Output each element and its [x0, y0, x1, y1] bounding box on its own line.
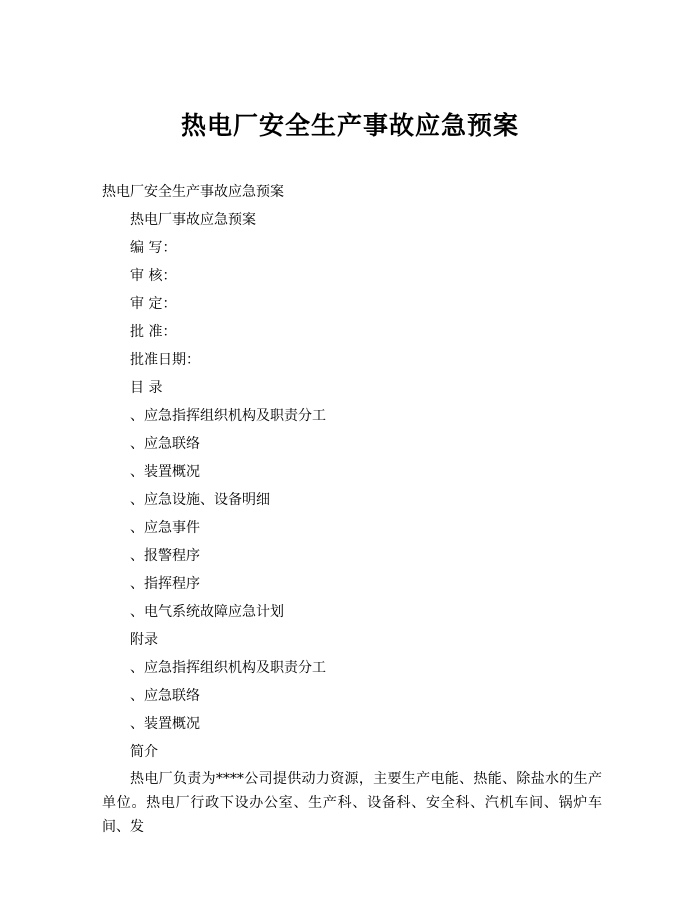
toc-item: 、应急联络: [130, 436, 200, 452]
toc-item: 、应急指挥组织机构及职责分工: [130, 408, 326, 424]
intro-heading: 简介: [130, 744, 158, 760]
document-title: 热电厂安全生产事故应急预案: [180, 111, 519, 140]
subtitle-line: 热电厂安全生产事故应急预案: [102, 184, 284, 200]
appendix-item: 、应急联络: [130, 688, 200, 704]
reviewer-label: 审 核：: [130, 268, 177, 284]
toc-heading: 目 录: [130, 380, 163, 396]
toc-item: 、报警程序: [130, 548, 200, 564]
toc-item: 、应急设施、设备明细: [130, 492, 270, 508]
appendix-heading: 附录: [130, 632, 158, 648]
toc-item: 、指挥程序: [130, 576, 200, 592]
intro-paragraph: 热电厂负责为****公司提供动力资源，主要生产电能、热能、除盐水的生产单位。热电厂行政下设办公室、生产科、设备科、安全科、汽机车间、锅炉车间、发: [102, 771, 602, 835]
author-label: 编 写：: [130, 240, 177, 256]
approval-date-label: 批准日期：: [130, 352, 200, 368]
plan-name-line: 热电厂事故应急预案: [130, 212, 256, 228]
appendix-item: 、应急指挥组织机构及职责分工: [130, 660, 326, 676]
finalizer-label: 审 定：: [130, 296, 177, 312]
toc-item: 、应急事件: [130, 520, 200, 536]
appendix-item: 、装置概况: [130, 716, 200, 732]
approver-label: 批 准：: [130, 324, 177, 340]
toc-item: 、装置概况: [130, 464, 200, 480]
toc-item: 、电气系统故障应急计划: [130, 604, 284, 620]
